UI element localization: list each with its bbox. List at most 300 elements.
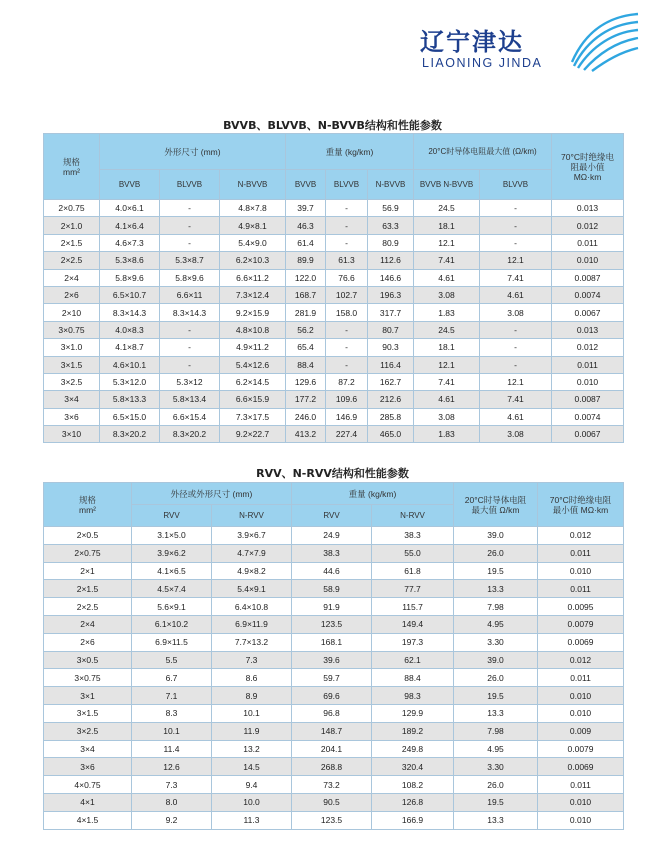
table-cell: 38.3 xyxy=(372,527,454,545)
table-cell: 5.3×8.7 xyxy=(160,252,220,269)
table-cell: 3×6 xyxy=(44,408,100,425)
table-cell: 8.9 xyxy=(212,687,292,705)
table-cell: 2×4 xyxy=(44,269,100,286)
table-cell: - xyxy=(480,217,552,234)
table-cell: 76.6 xyxy=(326,269,368,286)
table-cell: 0.010 xyxy=(552,373,624,390)
table-cell: 102.7 xyxy=(326,286,368,303)
table-row xyxy=(44,580,624,598)
table2-body xyxy=(44,527,624,830)
table-cell: 5.3×12.0 xyxy=(100,373,160,390)
table-cell: 0.011 xyxy=(538,580,624,598)
table-cell: - xyxy=(480,339,552,356)
table-cell: 2×1.0 xyxy=(44,217,100,234)
table-cell: - xyxy=(326,200,368,217)
table-cell: - xyxy=(160,234,220,251)
table-cell: 38.3 xyxy=(292,544,372,562)
table-row xyxy=(44,562,624,580)
table-cell: 19.5 xyxy=(454,687,538,705)
table-row xyxy=(44,615,624,633)
table-cell: 3×1 xyxy=(44,687,132,705)
table-cell: 5.3×12 xyxy=(160,373,220,390)
table-cell: 24.5 xyxy=(414,200,480,217)
table-cell: 88.4 xyxy=(286,356,326,373)
header2-spec-unit: mm² xyxy=(79,504,96,515)
table-cell: 3×1.5 xyxy=(44,704,132,722)
table-row xyxy=(44,217,624,234)
table-cell: 2×1 xyxy=(44,562,132,580)
table-cell: 3.9×6.7 xyxy=(212,527,292,545)
table-cell: 13.3 xyxy=(454,580,538,598)
table-cell: 0.0079 xyxy=(538,615,624,633)
table-cell: 4.5×7.4 xyxy=(132,580,212,598)
table-cell: 19.5 xyxy=(454,562,538,580)
subheader-dim-blvvb: BLVVB xyxy=(160,170,220,200)
table-cell: 2×2.5 xyxy=(44,598,132,616)
table-cell: 2×0.75 xyxy=(44,544,132,562)
table-cell: 6.2×14.5 xyxy=(220,373,286,390)
table-cell: 4.6×10.1 xyxy=(100,356,160,373)
table-cell: 6.2×10.3 xyxy=(220,252,286,269)
table-cell: 56.9 xyxy=(368,200,414,217)
subheader-dim-nbvvb: N-BVVB xyxy=(220,170,286,200)
table-row xyxy=(44,811,624,829)
subheader-resist-blvvb: BLVVB xyxy=(480,170,552,200)
table-cell: 0.0095 xyxy=(538,598,624,616)
subheader-resist-bvvb: BVVB N-BVVB xyxy=(414,170,480,200)
header-spec-label: 规格 xyxy=(62,156,80,167)
table-cell: 18.1 xyxy=(414,339,480,356)
table-cell: 26.0 xyxy=(454,669,538,687)
table-row xyxy=(44,234,624,251)
rvv-spec-table xyxy=(43,482,624,830)
subheader-weight-blvvb: BLVVB xyxy=(326,170,368,200)
table-cell: 6.9×11.9 xyxy=(212,615,292,633)
table-cell: 39.6 xyxy=(292,651,372,669)
table-cell: 4.61 xyxy=(480,286,552,303)
table-cell: 1.83 xyxy=(414,304,480,321)
table-cell: 3×0.75 xyxy=(44,669,132,687)
table-row xyxy=(44,304,624,321)
table-cell: 24.9 xyxy=(292,527,372,545)
table-cell: 7.98 xyxy=(454,722,538,740)
table-cell: 18.1 xyxy=(414,217,480,234)
table-cell: 2×0.75 xyxy=(44,200,100,217)
table-row xyxy=(44,722,624,740)
table-cell: 3×0.75 xyxy=(44,321,100,338)
table-cell: 8.6 xyxy=(212,669,292,687)
table-row xyxy=(44,687,624,705)
table-row xyxy=(44,758,624,776)
table-cell: 2×1.5 xyxy=(44,234,100,251)
table-cell: 0.0067 xyxy=(552,426,624,443)
table-cell: 89.9 xyxy=(286,252,326,269)
table-cell: 2×6 xyxy=(44,633,132,651)
table-cell: 10.0 xyxy=(212,793,292,811)
table-cell: 63.3 xyxy=(368,217,414,234)
table-cell: 5.4×9.1 xyxy=(212,580,292,598)
table-cell: 4×1 xyxy=(44,793,132,811)
table-cell: 3.08 xyxy=(480,426,552,443)
table-cell: 4.95 xyxy=(454,615,538,633)
table-cell: 8.3×20.2 xyxy=(160,426,220,443)
table-cell: 19.5 xyxy=(454,793,538,811)
table-cell: 108.2 xyxy=(372,776,454,794)
bvvb-spec-table xyxy=(43,133,624,443)
table-cell: 168.1 xyxy=(292,633,372,651)
table-cell: 10.1 xyxy=(212,704,292,722)
table-cell: 0.010 xyxy=(552,252,624,269)
table-cell: 44.6 xyxy=(292,562,372,580)
table-row xyxy=(44,269,624,286)
table-cell: 6.6×11 xyxy=(160,286,220,303)
table2-title: RVV、N-RVV结构和性能参数 xyxy=(256,467,409,480)
header2-spec xyxy=(44,483,132,527)
table-cell: 61.3 xyxy=(326,252,368,269)
table-cell: 9.4 xyxy=(212,776,292,794)
table-cell: 6.5×10.7 xyxy=(100,286,160,303)
table-cell: 39.0 xyxy=(454,651,538,669)
table-cell: 3×4 xyxy=(44,740,132,758)
table-cell: 3×6 xyxy=(44,758,132,776)
table-cell: 9.2×22.7 xyxy=(220,426,286,443)
table-cell: 116.4 xyxy=(368,356,414,373)
table-cell: 212.6 xyxy=(368,391,414,408)
table-cell: - xyxy=(160,217,220,234)
table-cell: - xyxy=(326,234,368,251)
table-cell: 8.3×20.2 xyxy=(100,426,160,443)
table-row xyxy=(44,633,624,651)
table-cell: 4.95 xyxy=(454,740,538,758)
table-cell: 4.0×8.3 xyxy=(100,321,160,338)
table-cell: 0.0067 xyxy=(552,304,624,321)
table-cell: 7.3×12.4 xyxy=(220,286,286,303)
table-cell: 39.0 xyxy=(454,527,538,545)
table-cell: 4.0×6.1 xyxy=(100,200,160,217)
table-cell: 3×0.5 xyxy=(44,651,132,669)
table-cell: - xyxy=(326,321,368,338)
table-row xyxy=(44,793,624,811)
table-cell: 26.0 xyxy=(454,544,538,562)
header-weight: 重量 (kg/km) xyxy=(286,134,414,170)
table-cell: 0.010 xyxy=(538,687,624,705)
table-cell: 62.1 xyxy=(372,651,454,669)
table-cell: 2×0.5 xyxy=(44,527,132,545)
table-cell: - xyxy=(326,339,368,356)
table-cell: 8.0 xyxy=(132,793,212,811)
table-cell: 6.9×11.5 xyxy=(132,633,212,651)
table-cell: 6.7 xyxy=(132,669,212,687)
table-cell: 168.7 xyxy=(286,286,326,303)
table-row xyxy=(44,740,624,758)
table-cell: 0.010 xyxy=(538,562,624,580)
table-cell: 7.41 xyxy=(414,373,480,390)
table-cell: - xyxy=(480,321,552,338)
header2-dimensions: 外径或外形尺寸 (mm) xyxy=(132,483,292,505)
table-cell: 123.5 xyxy=(292,615,372,633)
table-cell: 80.9 xyxy=(368,234,414,251)
table-cell: 7.3 xyxy=(132,776,212,794)
table-cell: - xyxy=(480,234,552,251)
table-cell: 3.30 xyxy=(454,633,538,651)
table-cell: 320.4 xyxy=(372,758,454,776)
table-cell: - xyxy=(160,356,220,373)
table-row xyxy=(44,776,624,794)
subheader2-weight-nrvv: N-RVV xyxy=(372,505,454,527)
table-row xyxy=(44,339,624,356)
table-cell: 2×6 xyxy=(44,286,100,303)
table-cell: 177.2 xyxy=(286,391,326,408)
table1-title: BVVB、BLVVB、N-BVVB结构和性能参数 xyxy=(223,119,442,132)
header-resistance: 20°C时导体电阻最大值 (Ω/km) xyxy=(414,134,552,170)
table-cell: 77.7 xyxy=(372,580,454,598)
table-cell: 4.1×8.7 xyxy=(100,339,160,356)
table-cell: 0.011 xyxy=(552,356,624,373)
table-cell: 61.8 xyxy=(372,562,454,580)
subheader2-dim-nrvv: N-RVV xyxy=(212,505,292,527)
table-cell: 281.9 xyxy=(286,304,326,321)
table-cell: 162.7 xyxy=(368,373,414,390)
table-cell: 129.6 xyxy=(286,373,326,390)
table-cell: 246.0 xyxy=(286,408,326,425)
table-cell: 5.8×9.6 xyxy=(100,269,160,286)
table-cell: 0.009 xyxy=(538,722,624,740)
table-cell: 5.4×9.0 xyxy=(220,234,286,251)
table-cell: 46.3 xyxy=(286,217,326,234)
table-cell: 123.5 xyxy=(292,811,372,829)
table-cell: 4.8×10.8 xyxy=(220,321,286,338)
table-cell: 91.9 xyxy=(292,598,372,616)
table-cell: - xyxy=(326,217,368,234)
subheader2-weight-rvv: RVV xyxy=(292,505,372,527)
table-cell: 268.8 xyxy=(292,758,372,776)
table-cell: 6.5×15.0 xyxy=(100,408,160,425)
table-cell: 39.7 xyxy=(286,200,326,217)
table-row xyxy=(44,391,624,408)
table-cell: 0.0087 xyxy=(552,391,624,408)
table-cell: 4.61 xyxy=(480,408,552,425)
table-cell: 197.3 xyxy=(372,633,454,651)
header-dimensions: 外形尺寸 (mm) xyxy=(100,134,286,170)
table-cell: 112.6 xyxy=(368,252,414,269)
table-cell: 4.1×6.4 xyxy=(100,217,160,234)
table-cell: 115.7 xyxy=(372,598,454,616)
table-row xyxy=(44,651,624,669)
table-cell: 7.41 xyxy=(480,391,552,408)
subheader-weight-nbvvb: N-BVVB xyxy=(368,170,414,200)
table-cell: 69.6 xyxy=(292,687,372,705)
table-cell: 122.0 xyxy=(286,269,326,286)
subheader2-dim-rvv: RVV xyxy=(132,505,212,527)
table-cell: 317.7 xyxy=(368,304,414,321)
table-cell: - xyxy=(160,200,220,217)
table-cell: 166.9 xyxy=(372,811,454,829)
table-cell: 56.2 xyxy=(286,321,326,338)
table-cell: 413.2 xyxy=(286,426,326,443)
table-cell: 3×2.5 xyxy=(44,373,100,390)
table-cell: 5.8×9.6 xyxy=(160,269,220,286)
table-cell: - xyxy=(160,339,220,356)
table-cell: 5.6×9.1 xyxy=(132,598,212,616)
table-cell: 0.013 xyxy=(552,321,624,338)
table-cell: 4.6×7.3 xyxy=(100,234,160,251)
table-cell: 3×2.5 xyxy=(44,722,132,740)
table-cell: 158.0 xyxy=(326,304,368,321)
table-cell: 0.0087 xyxy=(552,269,624,286)
table-cell: 189.2 xyxy=(372,722,454,740)
logo-english-name: LIAONING JINDA xyxy=(422,56,543,70)
table-row xyxy=(44,527,624,545)
table-row xyxy=(44,669,624,687)
table-cell: 465.0 xyxy=(368,426,414,443)
table-cell: 4×1.5 xyxy=(44,811,132,829)
table-cell: 3×1.0 xyxy=(44,339,100,356)
table-cell: 13.3 xyxy=(454,704,538,722)
table-cell: 9.2×15.9 xyxy=(220,304,286,321)
table-cell: 7.41 xyxy=(414,252,480,269)
table-cell: 80.7 xyxy=(368,321,414,338)
table-cell: 146.9 xyxy=(326,408,368,425)
table-cell: 3.1×5.0 xyxy=(132,527,212,545)
table-cell: - xyxy=(480,356,552,373)
table-cell: 2×2.5 xyxy=(44,252,100,269)
table-cell: 3.30 xyxy=(454,758,538,776)
table-cell: 90.3 xyxy=(368,339,414,356)
table-cell: 7.1 xyxy=(132,687,212,705)
table-cell: 109.6 xyxy=(326,391,368,408)
table-cell: 1.83 xyxy=(414,426,480,443)
table-cell: 12.1 xyxy=(414,234,480,251)
table-cell: 7.98 xyxy=(454,598,538,616)
table-cell: 6.1×10.2 xyxy=(132,615,212,633)
table-cell: 3.08 xyxy=(414,286,480,303)
table-cell: 5.8×13.3 xyxy=(100,391,160,408)
table-cell: - xyxy=(480,200,552,217)
table-cell: 0.010 xyxy=(538,793,624,811)
table-row xyxy=(44,704,624,722)
table-cell: 4.9×8.2 xyxy=(212,562,292,580)
table-cell: 26.0 xyxy=(454,776,538,794)
table-row xyxy=(44,321,624,338)
table-row xyxy=(44,373,624,390)
table-cell: 196.3 xyxy=(368,286,414,303)
header2-insulation: 70°C时绝缘电阻最小值 MΩ·km xyxy=(538,483,624,527)
table-cell: 13.3 xyxy=(454,811,538,829)
table1-body xyxy=(44,200,624,443)
table-cell: 7.3 xyxy=(212,651,292,669)
company-logo xyxy=(420,10,640,80)
header-insulation: 70°C时绝缘电阻最小值 MΩ·km xyxy=(552,134,624,200)
table-cell: 12.1 xyxy=(480,252,552,269)
table-cell: 12.1 xyxy=(414,356,480,373)
table-cell: 149.4 xyxy=(372,615,454,633)
table-cell: 4.61 xyxy=(414,391,480,408)
header-spec xyxy=(44,134,100,200)
table-cell: 129.9 xyxy=(372,704,454,722)
table-cell: 4.9×11.2 xyxy=(220,339,286,356)
table-cell: 0.010 xyxy=(538,811,624,829)
table-cell: 204.1 xyxy=(292,740,372,758)
table-cell: 0.011 xyxy=(538,669,624,687)
table-cell: 5.5 xyxy=(132,651,212,669)
header-spec-unit: mm² xyxy=(63,166,80,177)
table-cell: 4.7×7.9 xyxy=(212,544,292,562)
table-cell: 6.6×15.4 xyxy=(160,408,220,425)
table-cell: 6.6×11.2 xyxy=(220,269,286,286)
table-cell: 148.7 xyxy=(292,722,372,740)
table-cell: 55.0 xyxy=(372,544,454,562)
table-cell: 4.61 xyxy=(414,269,480,286)
table-cell: 146.6 xyxy=(368,269,414,286)
table-cell: 11.9 xyxy=(212,722,292,740)
header2-spec-label: 规格 xyxy=(78,494,96,505)
table-cell: 0.0069 xyxy=(538,758,624,776)
table-cell: 5.3×8.6 xyxy=(100,252,160,269)
table-cell: 24.5 xyxy=(414,321,480,338)
table-cell: 249.8 xyxy=(372,740,454,758)
table-cell: 8.3×14.3 xyxy=(160,304,220,321)
table-cell: 3.08 xyxy=(480,304,552,321)
table-cell: 3×1.5 xyxy=(44,356,100,373)
table-row xyxy=(44,544,624,562)
table-cell: 14.5 xyxy=(212,758,292,776)
table-row xyxy=(44,426,624,443)
table-cell: 0.012 xyxy=(538,527,624,545)
logo-chinese-name: 辽宁津达 xyxy=(420,28,524,56)
table-cell: 4×0.75 xyxy=(44,776,132,794)
table-row xyxy=(44,598,624,616)
table-cell: 90.5 xyxy=(292,793,372,811)
table-cell: 98.3 xyxy=(372,687,454,705)
table-cell: 0.0079 xyxy=(538,740,624,758)
table-cell: 0.012 xyxy=(552,217,624,234)
table-cell: 88.4 xyxy=(372,669,454,687)
table-row xyxy=(44,286,624,303)
table-row xyxy=(44,200,624,217)
table-cell: - xyxy=(160,321,220,338)
table-cell: 8.3 xyxy=(132,704,212,722)
table-cell: 0.012 xyxy=(552,339,624,356)
table-cell: 73.2 xyxy=(292,776,372,794)
table-cell: 0.0074 xyxy=(552,286,624,303)
table-cell: 0.010 xyxy=(538,704,624,722)
logo-swoosh-icon xyxy=(568,10,640,72)
table-cell: 7.41 xyxy=(480,269,552,286)
table-cell: 59.7 xyxy=(292,669,372,687)
table-cell: 13.2 xyxy=(212,740,292,758)
table-row xyxy=(44,356,624,373)
table-cell: 87.2 xyxy=(326,373,368,390)
table-cell: 0.012 xyxy=(538,651,624,669)
table-cell: 5.4×12.6 xyxy=(220,356,286,373)
table-cell: 4.9×8.1 xyxy=(220,217,286,234)
table-cell: 12.1 xyxy=(480,373,552,390)
table-cell: 7.7×13.2 xyxy=(212,633,292,651)
subheader-weight-bvvb: BVVB xyxy=(286,170,326,200)
header2-resistance: 20°C时导体电阻最大值 Ω/km xyxy=(454,483,538,527)
subheader-dim-bvvb: BVVB xyxy=(100,170,160,200)
table-cell: 10.1 xyxy=(132,722,212,740)
table-cell: 6.4×10.8 xyxy=(212,598,292,616)
table-cell: 11.4 xyxy=(132,740,212,758)
table-cell: 0.011 xyxy=(538,776,624,794)
table-cell: 9.2 xyxy=(132,811,212,829)
table-cell: 3×4 xyxy=(44,391,100,408)
table-cell: 61.4 xyxy=(286,234,326,251)
table-cell: 4.8×7.8 xyxy=(220,200,286,217)
table-cell: 0.011 xyxy=(538,544,624,562)
table-cell: - xyxy=(326,356,368,373)
